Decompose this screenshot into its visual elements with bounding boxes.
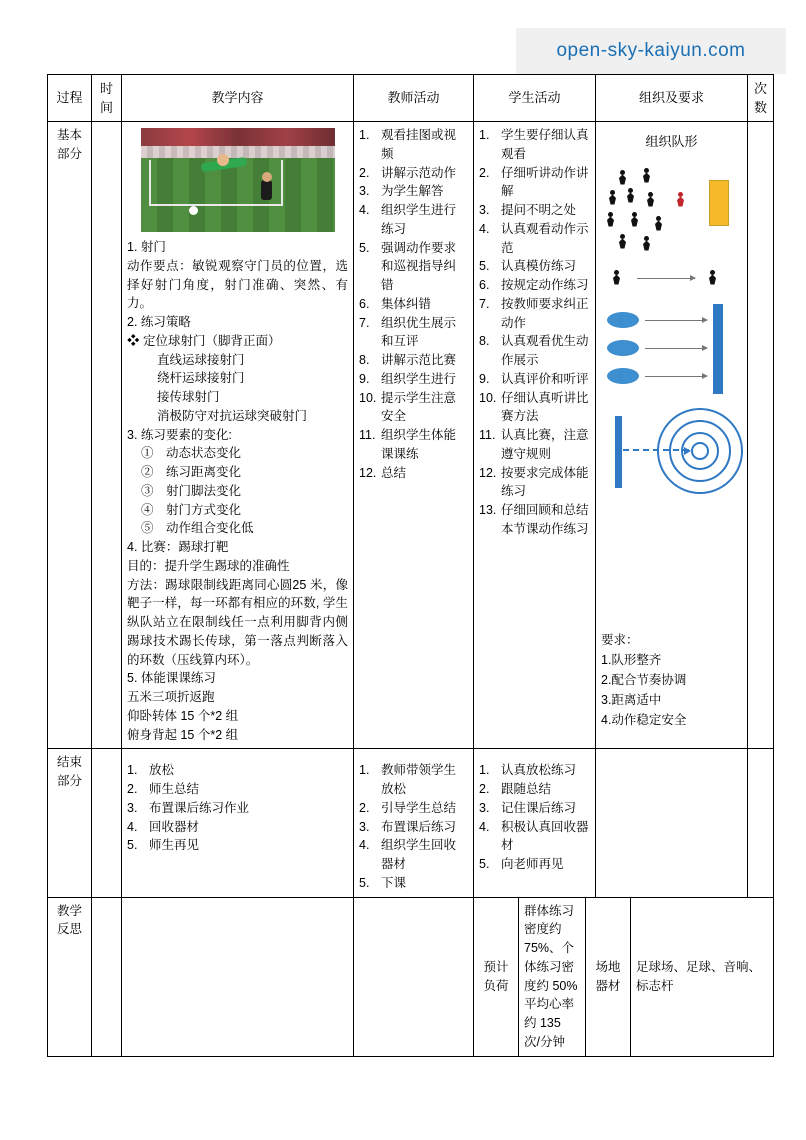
- end-student-text: 认真放松练习: [501, 763, 577, 778]
- end-teacher-num: 4.: [359, 838, 370, 853]
- student-item: [479, 389, 590, 427]
- queue-marker: [607, 312, 639, 328]
- end-content-item: [127, 799, 348, 818]
- player-figure-highlight: [677, 192, 684, 207]
- content-line-4: 直线运球接射门: [157, 352, 245, 367]
- venue-value: 足球场、足球、音响、标志杆: [631, 898, 774, 1056]
- student-item-text: 学生要仔细认真观看: [501, 128, 589, 161]
- target-wall: [713, 304, 723, 394]
- target-ring-center: [691, 442, 709, 460]
- organization-diagram: [601, 132, 742, 730]
- end-student-num: 3.: [479, 800, 490, 815]
- main-section-content: [122, 122, 354, 749]
- end-teacher-text: 教师带领学生放松: [381, 763, 457, 796]
- student-item-num: 5.: [479, 259, 490, 274]
- teacher-item-num: 8.: [359, 353, 370, 367]
- end-content-text: 布置课后练习作业: [149, 800, 250, 815]
- end-student-item: [479, 855, 590, 874]
- teacher-item-text: 组织优生展示和互评: [381, 315, 457, 349]
- teacher-item-num: 1.: [359, 128, 370, 142]
- student-item-num: 10.: [479, 390, 497, 405]
- end-content-num: 4.: [127, 819, 138, 834]
- content-line-0: 1. 射门: [127, 240, 166, 254]
- reflection-time: [92, 897, 122, 1056]
- student-item-text: 仔细认真听讲比赛方法: [501, 390, 589, 424]
- student-item-text: 仔细听讲动作讲解: [501, 165, 589, 199]
- end-section-row: [48, 749, 774, 897]
- content-line-9: ① 动态状态变化: [141, 446, 242, 461]
- end-student-text: 积极认真回收器材: [501, 819, 589, 853]
- content-line-11: ③ 射门脚法变化: [141, 483, 242, 498]
- teacher-item-text: 集体纠错: [381, 296, 432, 311]
- content-line-15: 目的：提升学生踢球的准确性: [127, 558, 290, 573]
- student-item-text: 按教师要求纠正动作: [501, 296, 589, 330]
- restriction-line: [615, 416, 622, 488]
- teacher-item-num: 12.: [359, 465, 377, 480]
- teacher-item: [359, 351, 468, 370]
- teacher-item-num: 4.: [359, 203, 370, 217]
- content-line-7: 消极防守对抗运球突破射门: [157, 408, 308, 423]
- student-item: [479, 220, 590, 258]
- end-content-item: [127, 836, 348, 855]
- requirement-item: 2.配合节奏协调: [601, 672, 687, 687]
- teacher-item-num: 6.: [359, 296, 370, 311]
- requirement-item: 3.距离适中: [601, 692, 662, 707]
- content-line-12: ④ 射门方式变化: [141, 502, 242, 517]
- end-teacher-item: [359, 818, 468, 837]
- content-line-6: 接传球射门: [157, 390, 220, 404]
- teacher-item: [359, 201, 468, 239]
- venue-label: 场地器材: [586, 898, 631, 1056]
- end-content-num: 3.: [127, 800, 138, 815]
- reflection-content: [122, 897, 354, 1056]
- student-item-num: 6.: [479, 278, 490, 292]
- teacher-item-num: 3.: [359, 184, 370, 199]
- content-line-5: 绕杆运球接射门: [157, 371, 245, 386]
- student-item-num: 4.: [479, 221, 490, 236]
- student-item: [479, 332, 590, 370]
- player-figure: [709, 270, 716, 285]
- player-figure: [627, 188, 634, 203]
- teacher-item-text: 强调动作要求和巡视指导纠错: [381, 240, 457, 292]
- player-figure: [609, 190, 616, 205]
- end-content-num: 5.: [127, 838, 138, 853]
- requirement-item: 1.队形整齐: [601, 652, 662, 667]
- header-time: 时间: [92, 75, 122, 122]
- end-section-organization: [596, 749, 748, 897]
- goal-marker: [709, 180, 729, 226]
- end-teacher-item: [359, 799, 468, 818]
- student-item: [479, 426, 590, 464]
- content-line-18: 五米三项折返跑: [127, 690, 215, 704]
- student-item-num: 1.: [479, 128, 490, 142]
- teacher-item: [359, 426, 468, 464]
- content-line-19: 仰卧转体 15 个*2 组: [127, 708, 239, 723]
- content-line-13: ⑤ 动作组合变化低: [141, 521, 254, 536]
- player-figure: [647, 192, 654, 207]
- content-line-14: 4. 比赛：踢球打靶: [127, 540, 229, 554]
- student-item-num: 2.: [479, 165, 490, 180]
- end-section-label: [48, 749, 92, 897]
- end-teacher-num: 2.: [359, 800, 370, 815]
- pass-arrow: [637, 278, 695, 279]
- teacher-item: [359, 295, 468, 314]
- header-times: 次数: [748, 75, 774, 122]
- student-item-text: 仔细回顾和总结本节课动作练习: [501, 503, 589, 536]
- end-student-num: 1.: [479, 763, 490, 778]
- teacher-item: [359, 126, 468, 164]
- end-teacher-item: [359, 836, 468, 874]
- student-item: [479, 126, 590, 164]
- student-item-text: 认真模仿练习: [501, 259, 577, 274]
- end-student-num: 4.: [479, 819, 490, 834]
- student-item: [479, 257, 590, 276]
- player-figure: [655, 216, 662, 231]
- teacher-item-text: 讲解示范动作: [381, 165, 457, 180]
- player-figure: [619, 170, 626, 185]
- main-section-organization: [596, 122, 748, 749]
- movement-arrow: [645, 348, 707, 349]
- end-student-item: [479, 818, 590, 856]
- end-teacher-num: 5.: [359, 875, 370, 890]
- player-figure: [643, 236, 650, 251]
- main-section-label-text: 基本部分: [56, 128, 82, 161]
- end-student-item: [479, 799, 590, 818]
- header-teacher: 教师活动: [354, 75, 474, 122]
- teacher-item-text: 组织学生进行: [381, 371, 457, 386]
- student-item: [479, 201, 590, 220]
- end-teacher-num: 1.: [359, 763, 370, 778]
- teacher-item-text: 组织学生进行练习: [381, 203, 457, 236]
- reflection-teacher: [354, 897, 474, 1056]
- end-teacher-text: 引导学生总结: [381, 800, 457, 815]
- content-line-8: 3. 练习要素的变化:: [127, 427, 232, 442]
- player-figure: [607, 212, 614, 227]
- end-section-time: [92, 749, 122, 897]
- student-item-num: 9.: [479, 371, 490, 386]
- teacher-item-text: 总结: [381, 465, 407, 480]
- requirements-title: 要求：: [601, 632, 639, 647]
- header-organization: 组织及要求: [596, 75, 748, 122]
- end-teacher-text: 布置课后练习: [381, 819, 457, 834]
- student-item-text: 认真比赛，注意遵守规则: [501, 428, 589, 461]
- end-student-item: [479, 780, 590, 799]
- lesson-plan-table: [47, 74, 774, 1057]
- teacher-item-text: 观看挂图或视频: [381, 128, 457, 161]
- teacher-item: [359, 182, 468, 201]
- player-figure: [643, 168, 650, 183]
- queue-marker: [607, 368, 639, 384]
- student-item: [479, 276, 590, 295]
- teacher-item-num: 10.: [359, 390, 377, 405]
- photo-goalkeeper: [201, 154, 247, 188]
- reflection-label: [48, 897, 92, 1056]
- end-content-item: [127, 780, 348, 799]
- teacher-item-text: 组织学生体能课课练: [381, 428, 457, 461]
- queue-marker: [607, 340, 639, 356]
- student-item-num: 13.: [479, 503, 497, 517]
- student-item-num: 11.: [479, 428, 496, 442]
- end-content-text: 师生总结: [149, 782, 200, 796]
- end-content-text: 师生再见: [149, 838, 200, 853]
- load-label: 预计负荷: [474, 898, 519, 1056]
- player-figure: [631, 212, 638, 227]
- movement-arrow: [645, 320, 707, 321]
- end-section-label-text: 结束部分: [56, 755, 82, 788]
- teacher-item-num: 7.: [359, 315, 370, 330]
- teacher-item: [359, 239, 468, 295]
- content-line-3: ❖ 定位球射门（脚背正面）: [127, 333, 281, 348]
- student-item-text: 认真观看动作示范: [501, 221, 589, 255]
- header-content: 教学内容: [122, 75, 354, 122]
- organization-requirements: [601, 630, 742, 730]
- load-value: 群体练习密度约 75%、个体练习密度约 50% 平均心率约 135 次/分钟: [519, 898, 586, 1056]
- reflection-row: [48, 897, 774, 1056]
- end-student-item: [479, 761, 590, 780]
- reflection-label-text: 教学反思: [56, 903, 82, 937]
- teacher-item-num: 5.: [359, 240, 370, 255]
- player-figure: [613, 270, 620, 285]
- end-teacher-text: 下课: [381, 875, 407, 890]
- table-header-row: [48, 75, 774, 122]
- goalkeeper-save-photo: [141, 128, 335, 232]
- content-line-2: 2. 练习策略: [127, 315, 191, 329]
- student-item: [479, 501, 590, 539]
- teacher-item-num: 2.: [359, 165, 370, 180]
- end-student-num: 5.: [479, 857, 490, 871]
- main-section-time: [92, 122, 122, 749]
- student-item-text: 认真观看优生动作展示: [501, 334, 589, 367]
- end-content-item: [127, 761, 348, 780]
- header-student: 学生活动: [474, 75, 596, 122]
- student-item-text: 认真评价和听评: [501, 371, 589, 386]
- student-item-text: 按要求完成体能练习: [501, 465, 589, 499]
- end-content-text: 回收器材: [149, 819, 200, 834]
- end-teacher-text: 组织学生回收器材: [381, 838, 457, 871]
- content-line-1: 动作要点：敏锐观察守门员的位置，选择好射门角度，射门准确、突然、有力。: [127, 258, 348, 311]
- content-line-17: 5. 体能课课练习: [127, 671, 216, 686]
- main-section-student: [474, 122, 596, 749]
- student-item-num: 3.: [479, 203, 490, 217]
- student-item-text: 按规定动作练习: [501, 278, 589, 292]
- teacher-item: [359, 389, 468, 427]
- teacher-item: [359, 164, 468, 183]
- shot-trajectory-arrow: [623, 449, 689, 451]
- end-student-text: 记住课后练习: [501, 800, 577, 815]
- end-content-num: 1.: [127, 763, 138, 778]
- student-item-num: 8.: [479, 334, 490, 349]
- content-line-10: ② 练习距离变化: [141, 465, 242, 479]
- end-teacher-num: 3.: [359, 819, 370, 834]
- end-section-content: [122, 749, 354, 897]
- teacher-item: [359, 370, 468, 389]
- end-teacher-item: [359, 761, 468, 799]
- end-section-teacher: [354, 749, 474, 897]
- player-figure: [619, 234, 626, 249]
- main-section-teacher: [354, 122, 474, 749]
- teacher-item-num: 11.: [359, 428, 376, 442]
- student-item: [479, 295, 590, 333]
- main-content-text: [127, 238, 348, 744]
- requirement-item: 4.动作稳定安全: [601, 712, 687, 727]
- main-section-row: [48, 122, 774, 749]
- main-section-label: [48, 122, 92, 749]
- student-item: [479, 370, 590, 389]
- load-venue-table: [474, 898, 773, 1056]
- teacher-item-text: 提示学生注意安全: [381, 390, 457, 424]
- movement-arrow: [645, 376, 707, 377]
- organization-canvas: [601, 154, 747, 624]
- student-item-num: 7.: [479, 296, 490, 311]
- end-section-student: [474, 749, 596, 897]
- teacher-item: [359, 314, 468, 352]
- organization-title: 组织队形: [645, 134, 698, 149]
- end-student-num: 2.: [479, 782, 490, 796]
- end-content-item: [127, 818, 348, 837]
- teacher-item-text: 为学生解答: [381, 184, 444, 199]
- teacher-item-text: 讲解示范比赛: [381, 353, 457, 367]
- watermark: open-sky-kaiyun.com: [516, 28, 786, 74]
- header-process: 过程: [48, 75, 92, 122]
- student-item-num: 12.: [479, 465, 497, 480]
- end-student-text: 跟随总结: [501, 782, 552, 796]
- load-venue-cell: [474, 897, 774, 1056]
- photo-shooter: [259, 172, 275, 214]
- teacher-item-num: 9.: [359, 371, 370, 386]
- student-item-text: 提问不明之处: [501, 203, 577, 217]
- end-content-num: 2.: [127, 782, 138, 796]
- teacher-item: [359, 464, 468, 483]
- student-item: [479, 464, 590, 502]
- content-line-20: 俯身背起 15 个*2 组: [127, 727, 239, 742]
- content-line-16: 方法：踢球限制线距离同心圆25 米，像靶子一样，每一环都有相应的环数, 学生纵队站立在限制线任一点利用脚背内侧踢球技术踢长传球，第一落点判断落入的环数（压线算内环）。: [127, 577, 348, 667]
- student-item: [479, 164, 590, 202]
- end-student-text: 向老师再见: [501, 857, 564, 871]
- main-section-times: [748, 122, 774, 749]
- end-content-text: 放松: [149, 763, 175, 778]
- end-section-times: [748, 749, 774, 897]
- end-teacher-item: [359, 874, 468, 893]
- photo-ball: [189, 206, 198, 215]
